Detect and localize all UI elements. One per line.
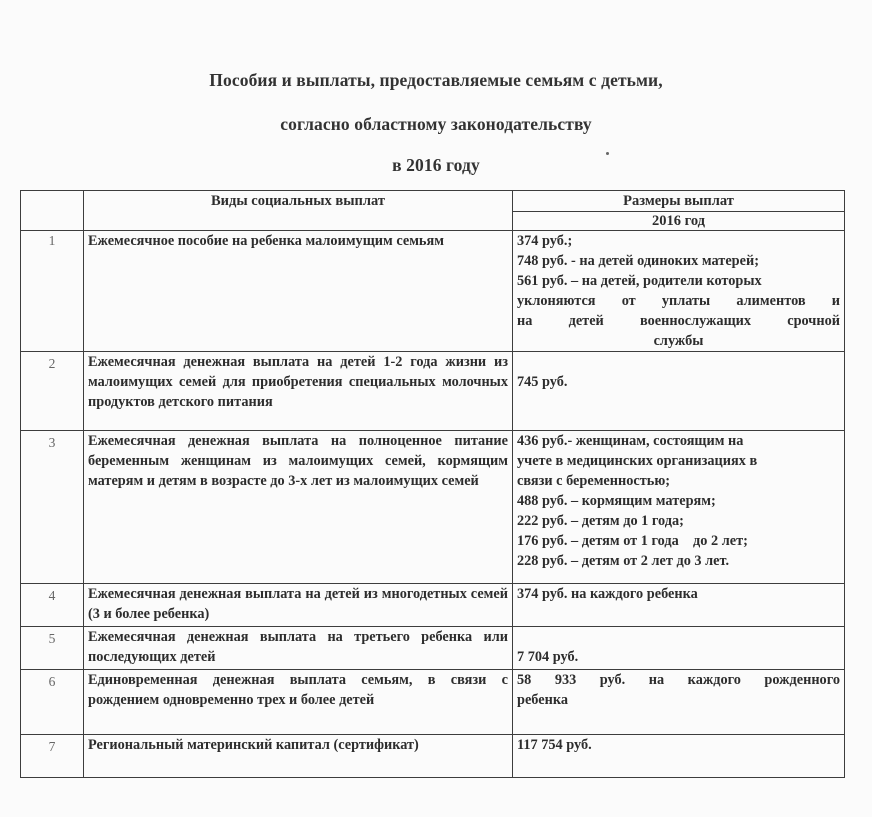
benefit-amount xyxy=(513,431,845,584)
benefit-amount xyxy=(513,627,845,670)
table-row xyxy=(21,431,845,584)
amount-line: 748 руб. - на детей одиноких матерей; xyxy=(517,253,759,269)
amount-line: 228 руб. – детям от 2 лет до 3 лет. xyxy=(517,553,730,569)
amount-line: 222 руб. – детям до 1 года; xyxy=(517,513,684,529)
header-benefit-type: Виды социальных выплат xyxy=(84,191,513,231)
table-row xyxy=(21,231,845,352)
benefit-type: Ежемесячная денежная выплата на детей 1-2 года жизни из малоимущих семей для приобретения специальных молочных продуктов детского питания xyxy=(84,352,513,431)
row-number: 7 xyxy=(21,735,84,778)
table-row xyxy=(21,352,845,431)
amount-line: ребенка xyxy=(517,692,569,708)
benefit-amount xyxy=(513,231,845,352)
amount-line: 374 руб. на каждого ребенка xyxy=(517,586,698,602)
row-number: 6 xyxy=(21,670,84,735)
benefit-type: Ежемесячная денежная выплата на третьего ребенка или последующих детей xyxy=(84,627,513,670)
amount-line: 436 руб.- женщинам, состоящим на xyxy=(517,433,744,449)
amount-line: 58 933 руб. на каждого рожденного xyxy=(517,672,840,688)
amount-line: 488 руб. – кормящим матерям; xyxy=(517,493,716,509)
amount-line: на детей военнослужащих срочной xyxy=(517,313,840,329)
table-row xyxy=(21,584,845,627)
row-number: 4 xyxy=(21,584,84,627)
document-title-line-2: согласно областному законодательству xyxy=(280,114,592,134)
amount-line: 7 704 руб. xyxy=(517,649,579,665)
benefit-amount xyxy=(513,584,845,627)
header-year: 2016 год xyxy=(513,212,845,231)
amount-line: уклоняются от уплаты алиментов и xyxy=(517,293,840,309)
document-title-line-1: Пособия и выплаты, предоставляемые семьям с детьми, xyxy=(209,70,663,90)
benefit-amount xyxy=(513,735,845,778)
amount-line: учете в медицинских организациях в xyxy=(517,453,758,469)
amount-line: 745 руб. xyxy=(517,374,568,390)
header-number-cell xyxy=(21,191,84,231)
amount-line: службы xyxy=(653,333,704,349)
scan-speck xyxy=(606,152,609,155)
row-number: 5 xyxy=(21,627,84,670)
document-title-line-3: в 2016 году xyxy=(392,155,480,175)
table-row xyxy=(21,735,845,778)
amount-line: 374 руб.; xyxy=(517,233,573,249)
table-row xyxy=(21,670,845,735)
row-number: 1 xyxy=(21,231,84,352)
benefit-amount xyxy=(513,670,845,735)
table-row xyxy=(21,627,845,670)
row-number: 2 xyxy=(21,352,84,431)
amount-line: 117 754 руб. xyxy=(517,737,592,753)
benefit-amount xyxy=(513,352,845,431)
benefit-type: Ежемесячная денежная выплата на детей из многодетных семей (3 и более ребенка) xyxy=(84,584,513,627)
header-amount: Размеры выплат xyxy=(513,191,845,212)
benefit-type: Ежемесячная денежная выплата на полноценное питание беременным женщинам из малоимущих семей, кормящим матерям и детям в возрасте до 3-х лет из малоимущих семей xyxy=(84,431,513,584)
benefit-type: Единовременная денежная выплата семьям, в связи с рождением одновременно трех и более детей xyxy=(84,670,513,735)
amount-line: 561 руб. – на детей, родители которых xyxy=(517,273,762,289)
amount-line: связи с беременностью; xyxy=(517,473,671,489)
benefit-type: Ежемесячное пособие на ребенка малоимущим семьям xyxy=(84,231,513,352)
benefit-type: Региональный материнский капитал (сертификат) xyxy=(84,735,513,778)
benefits-table xyxy=(20,190,845,778)
table-header-row xyxy=(21,191,845,212)
amount-line: 176 руб. – детям от 1 года до 2 лет; xyxy=(517,533,748,549)
row-number: 3 xyxy=(21,431,84,584)
